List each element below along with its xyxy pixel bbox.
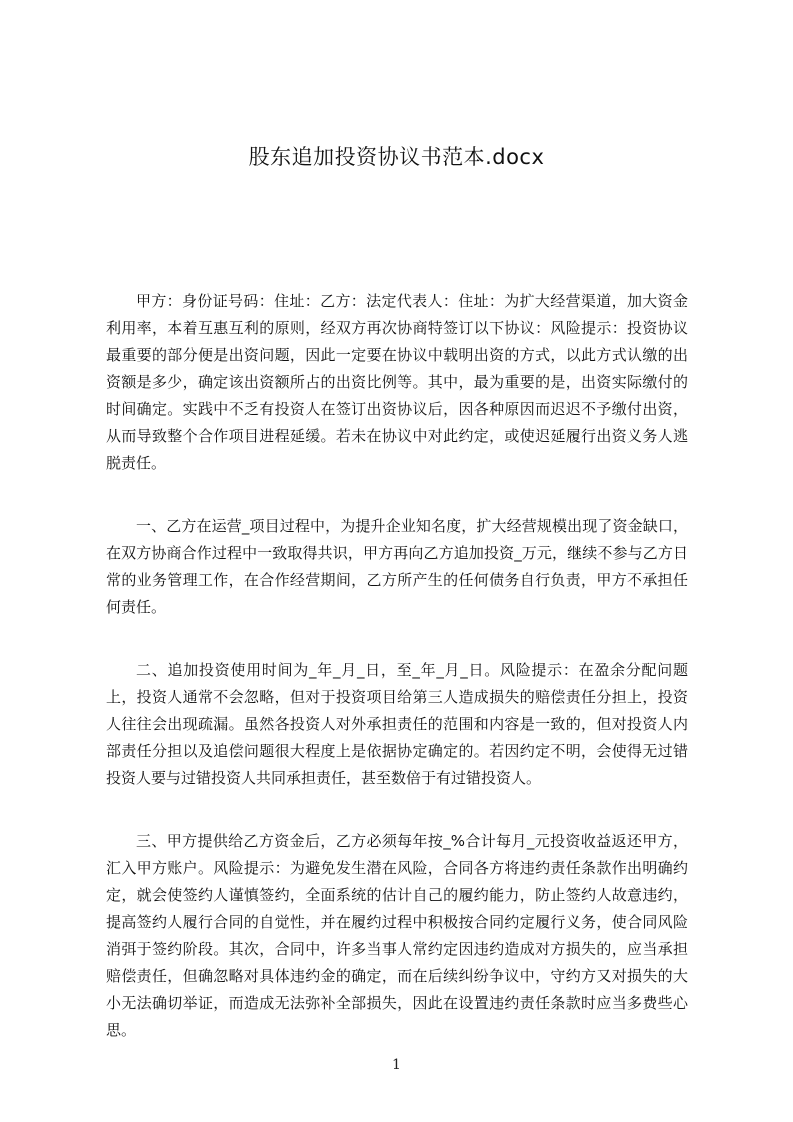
page-number: 1 (392, 1057, 401, 1073)
paragraph-clause-2: 二、追加投资使用时间为_年_月_日，至_年_月_日。风险提示：在盈余分配问题上，投资人通常不会忽略，但对于投资项目给第三人造成损失的赔偿责任分担上，投资人往往会出现疏漏。虽然各投资人对外承担责任的范围和内容是一致的，但对投资人内部责任分担以及追偿问题很大程度上是依据协定确定的。若因约定不明，会使得无过错投资人要与过错投资人共同承担责任，甚至数倍于有过错投资人。 (106, 661, 688, 787)
paragraph-preamble: 甲方：身份证号码：住址：乙方：法定代表人：住址：为扩大经营渠道，加大资金利用率，本着互惠互利的原则，经双方再次协商特签订以下协议：风险提示：投资协议最重要的部分便是出资问题，因此一定要在协议中载明出资的方式，以此方式认缴的出资额是多少，确定该出资额所占的出资比例等。其中，最为重要的是，出资实际缴付的时间确定。实践中不乏有投资人在签订出资协议后，因各种原因而迟迟不予缴付出资，从而导致整个合作项目进程延缓。若未在协议中对此约定，或使迟延履行出资义务人逃脱责任。 (106, 292, 688, 472)
document-body (106, 288, 688, 1080)
document-title: 股东追加投资协议书范本.docx (248, 145, 545, 169)
paragraph-clause-3: 三、甲方提供给乙方资金后，乙方必须每年按_%合计每月_元投资收益返还甲方，汇入甲方账户。风险提示：为避免发生潜在风险，合同各方将违约责任条款作出明确约定，就会使签约人谨慎签约，全面系统的估计自己的履约能力，防止签约人故意违约，提高签约人履行合同的自觉性，并在履约过程中积极按合同约定履行义务，使合同风险消弭于签约阶段。其次，合同中，许多当事人常约定因违约造成对方损失的，应当承担赔偿责任，但确忽略对具体违约金的确定，而在后续纠纷争议中，守约方又对损失的大小无法确切举证，而造成无法弥补全部损失，因此在设置违约责任条款时应当多费些心思。 (106, 832, 688, 1039)
paragraph-clause-1: 一、乙方在运营_项目过程中，为提升企业知名度，扩大经营规模出现了资金缺口，在双方协商合作过程中一致取得共识，甲方再向乙方追加投资_万元，继续不参与乙方日常的业务管理工作，在合作经营期间，乙方所产生的任何债务自行负责，甲方不承担任何责任。 (106, 517, 688, 616)
